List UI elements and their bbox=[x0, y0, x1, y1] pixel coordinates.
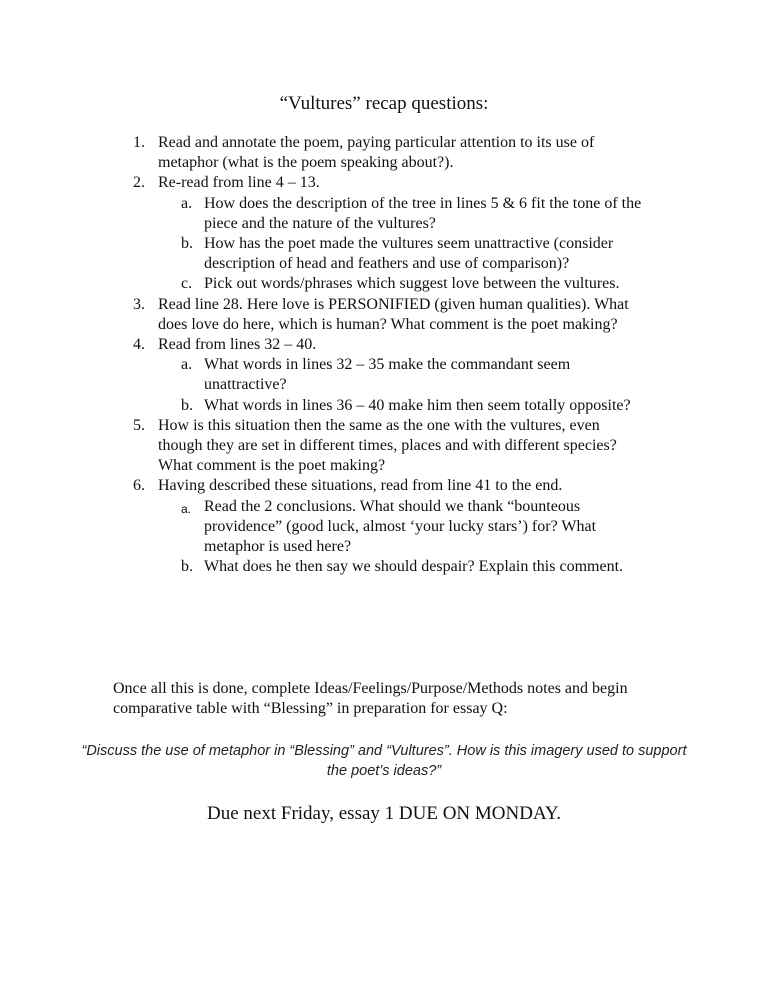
question-number: 5. bbox=[133, 416, 145, 434]
due-date-note: Due next Friday, essay 1 DUE ON MONDAY. bbox=[207, 803, 561, 824]
question-item bbox=[0, 416, 648, 477]
question-number: 6. bbox=[133, 477, 145, 495]
question-list bbox=[0, 133, 768, 577]
sub-question-item bbox=[0, 234, 654, 274]
sub-question-label: c. bbox=[181, 275, 193, 293]
question-number: 4. bbox=[133, 336, 145, 354]
question-text: How is this situation then the same as the one with the vultures, even though they are set in different times, places and with different species? What comment is the poet making? bbox=[158, 416, 617, 475]
sub-question-label: b. bbox=[181, 235, 193, 253]
question-item bbox=[0, 335, 648, 355]
sub-question-text: How has the poet made the vultures seem unattractive (consider description of head and feathers and use of comparison)? bbox=[204, 235, 614, 273]
question-text: Having described these situations, read from line 41 to the end. bbox=[158, 477, 563, 495]
sub-question-label: a. bbox=[181, 194, 193, 212]
question-item bbox=[0, 173, 648, 193]
question-text: Read line 28. Here love is PERSONIFIED (given human qualities). What does love do here, which is human? What comment is the poet making? bbox=[158, 295, 629, 333]
question-text: Re-read from line 4 – 13. bbox=[158, 174, 320, 192]
question-number: 1. bbox=[133, 134, 145, 151]
question-item bbox=[0, 295, 648, 335]
question-text: Read from lines 32 – 40. bbox=[158, 336, 317, 354]
sub-question-item bbox=[0, 557, 654, 577]
question-item bbox=[0, 133, 648, 173]
page-title: “Vultures” recap questions: bbox=[279, 93, 489, 114]
sub-question-item bbox=[0, 194, 654, 234]
sub-question-label: a. bbox=[181, 501, 192, 516]
sub-question-text: Pick out words/phrases which suggest love between the vultures. bbox=[204, 275, 620, 293]
sub-question-item bbox=[0, 355, 654, 395]
question-number: 2. bbox=[133, 174, 145, 192]
essay-question: “Discuss the use of metaphor in “Blessing” and “Vultures”. How is this imagery used to support the poet’s ideas?” bbox=[81, 743, 687, 779]
sub-question-text: How does the description of the tree in lines 5 & 6 fit the tone of the piece and the nature of the vultures? bbox=[204, 194, 642, 232]
question-text: Read and annotate the poem, paying particular attention to its use of metaphor (what is the poem speaking about?). bbox=[158, 134, 595, 172]
question-item bbox=[0, 476, 648, 496]
sub-question-item bbox=[0, 396, 654, 416]
sub-question-label: b. bbox=[181, 558, 193, 576]
question-number: 3. bbox=[133, 295, 145, 313]
sub-question-label: a. bbox=[181, 356, 193, 374]
sub-question-item bbox=[0, 497, 654, 558]
instructions-paragraph: Once all this is done, complete Ideas/Feelings/Purpose/Methods notes and begin comparative table with “Blessing” in preparation for essay Q: bbox=[113, 680, 628, 717]
sub-question-text: What words in lines 32 – 35 make the commandant seem unattractive? bbox=[204, 356, 571, 394]
sub-question-item bbox=[0, 274, 654, 294]
sub-question-text: Read the 2 conclusions. What should we thank “bounteous providence” (good luck, almost ‘your lucky stars’) for? What metaphor is used here? bbox=[204, 497, 597, 556]
sub-question-label: b. bbox=[181, 396, 193, 414]
sub-question-text: What does he then say we should despair? Explain this comment. bbox=[204, 558, 624, 576]
sub-question-text: What words in lines 36 – 40 make him then seem totally opposite? bbox=[204, 396, 631, 414]
